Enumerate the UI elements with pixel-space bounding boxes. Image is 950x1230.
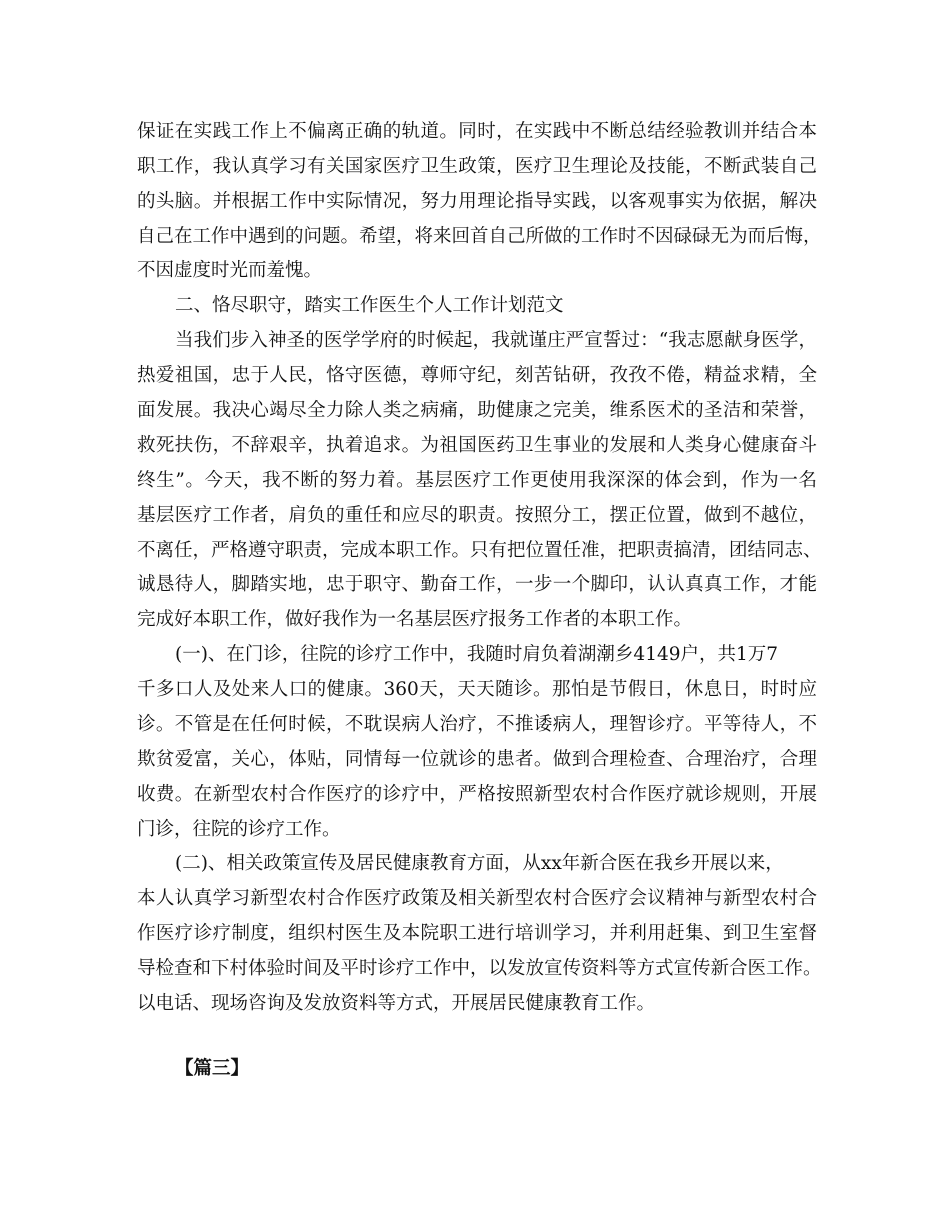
text-line: 保证在实践工作上不偏离正确的轨道。同时，在实践中不断总结经验教训并结合本	[137, 121, 817, 142]
text-line: 本人认真学习新型农村合作医疗政策及相关新型农村合医疗会议精神与新型农村合	[137, 888, 817, 909]
text-line: 职工作，我认真学习有关国家医疗卫生政策，医疗卫生理论及技能，不断武装自己	[137, 156, 817, 177]
text-line: 基层医疗工作者，肩负的重任和应尽的职责。按照分工，摆正位置，做到不越位，	[137, 505, 817, 526]
text-line: 完成好本职工作，做好我作为一名基层医疗报务工作者的本职工作。	[137, 609, 693, 630]
text-line: 热爱祖国，忠于人民，恪守医德，尊师守纪，刻苦钻研，孜孜不倦，精益求精，全	[137, 365, 817, 386]
text-line: 终生”。今天，我不断的努力着。基层医疗工作更使用我深深的体会到，作为一名	[137, 470, 817, 491]
text-line: 以电话、现场咨询及发放资料等方式，开展居民健康教育工作。	[137, 993, 656, 1014]
text-line: 欺贫爱富，关心，体贴，同情每一位就诊的患者。做到合理检查、合理治疗，合理	[137, 749, 817, 770]
text-line: 面发展。我决心竭尽全力除人类之病痛，助健康之完美，维系医术的圣洁和荣誉，	[137, 400, 817, 421]
text-line: 门诊，往院的诊疗工作。	[137, 819, 341, 840]
text-line: 自己在工作中遇到的问题。希望，将来回首自己所做的工作时不因碌碌无为而后悔，	[137, 226, 822, 247]
section-marker: 【篇三】	[175, 1058, 250, 1079]
text-line: 当我们步入神圣的医学学府的时候起，我就谨庄严宣誓过：“我志愿献身医学，	[175, 330, 817, 351]
text-line: 导检查和下村体验时间及平时诊疗工作中，以发放宣传资料等方式宣传新合医工作。	[137, 958, 822, 979]
text-line: 收费。在新型农村合作医疗的诊疗中，严格按照新型农村合作医疗就诊规则，开展	[137, 784, 817, 805]
text-line: 诊。不管是在任何时候，不耽误病人治疗，不推诿病人，理智诊疗。平等待人，不	[137, 714, 817, 735]
text-line: (一)、在门诊，往院的诊疗工作中，我随时肩负着湖潮乡4149户，共1万7	[175, 644, 779, 665]
text-line: 诚恳待人，脚踏实地，忠于职守、勤奋工作，一步一个脚印，认认真真工作，才能	[137, 574, 817, 595]
text-line: 作医疗诊疗制度，组织村医生及本院职工进行培训学习，并利用赶集、到卫生室督	[137, 923, 817, 944]
text-line: 不离任，严格遵守职责，完成本职工作。只有把位置任准，把职责搞清，团结同志、	[137, 540, 822, 561]
text-line: (二)、相关政策宣传及居民健康教育方面，从xx年新合医在我乡开展以来，	[175, 853, 784, 874]
text-line: 千多口人及处来人口的健康。360天，天天随诊。那怕是节假日，休息日，时时应	[137, 679, 817, 700]
section-heading: 二、恪尽职守，踏实工作医生个人工作计划范文	[175, 295, 564, 316]
text-line: 不因虚度时光而羞愧。	[137, 260, 323, 281]
text-line: 救死扶伤，不辞艰辛，执着追求。为祖国医药卫生事业的发展和人类身心健康奋斗	[137, 435, 817, 456]
text-line: 的头脑。并根据工作中实际情况，努力用理论指导实践，以客观事实为依据，解决	[137, 191, 817, 212]
